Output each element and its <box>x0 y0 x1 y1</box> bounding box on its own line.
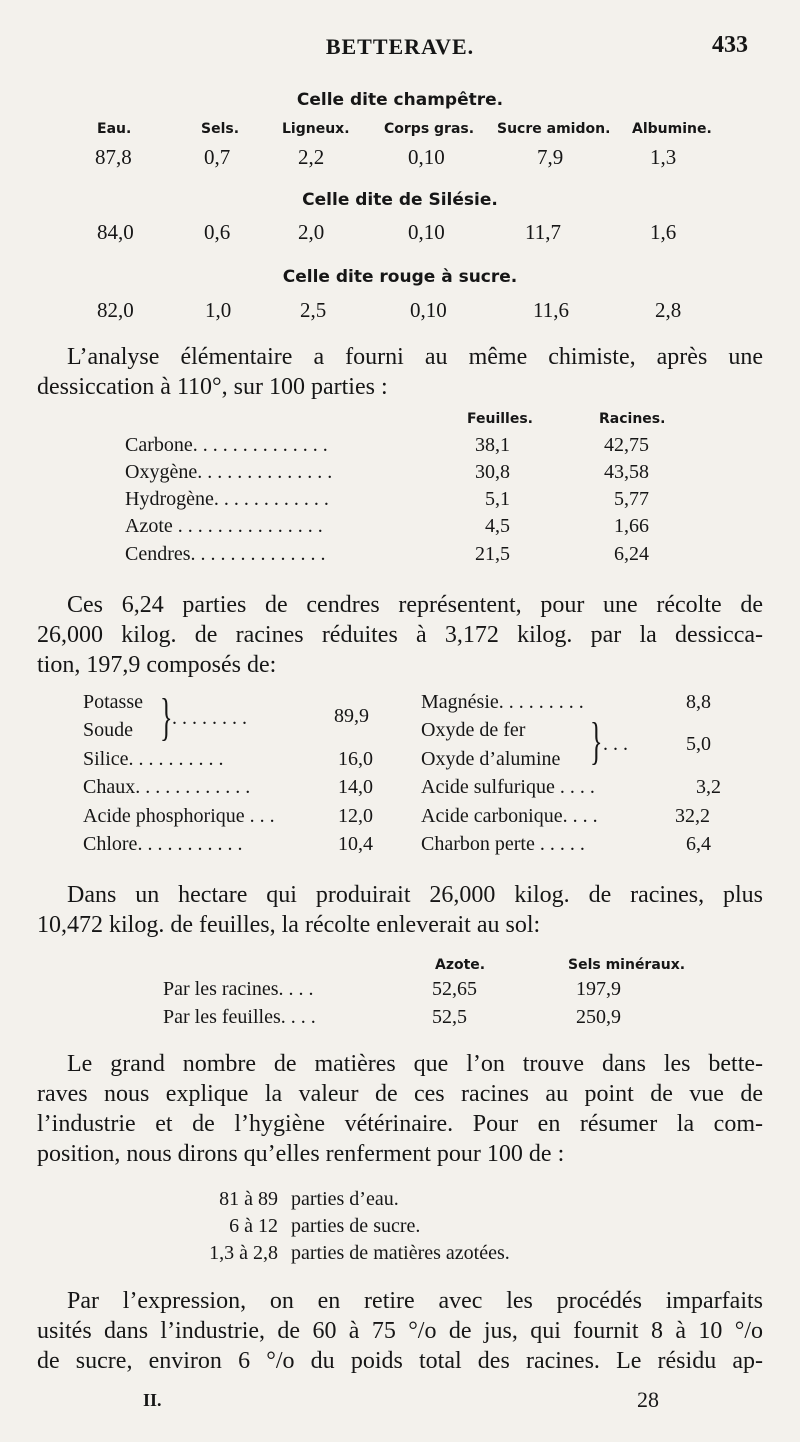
row-label: Acide phosphorique . . . <box>83 805 275 827</box>
list-item-range: 6 à 12 <box>229 1215 278 1237</box>
text-line: 10,472 kilog. de feuilles, la récolte enleverait au sol: <box>37 912 541 938</box>
column-header-racines: Racines. <box>599 411 666 427</box>
row-label: Chaux. . . . . . . . . . . . <box>83 776 251 798</box>
table-cell: 7,9 <box>537 145 564 169</box>
row-label: Potasse <box>83 691 143 713</box>
table-cell: 52,5 <box>432 1006 467 1028</box>
table-cell: 1,0 <box>205 298 232 322</box>
row-label: Par les racines. . . . <box>163 978 314 1000</box>
table-cell: 52,65 <box>432 978 477 1000</box>
table-cell: 250,9 <box>576 1006 621 1028</box>
row-label: Oxyde d’alumine <box>421 748 561 770</box>
table-cell: 4,5 <box>485 515 510 537</box>
row-label: Carbone. . . . . . . . . . . . . . <box>125 434 328 456</box>
list-item-range: 81 à 89 <box>219 1188 278 1210</box>
row-label: Par les feuilles. . . . <box>163 1006 316 1028</box>
text-line: Ces 6,24 parties de cendres représentent, pour une récolte de <box>67 592 763 618</box>
leader-dots: . . . . . . . . <box>172 707 247 729</box>
leader-dots: . . . <box>603 733 628 755</box>
row-label: Chlore. . . . . . . . . . . <box>83 833 243 855</box>
brace: } <box>160 689 173 746</box>
table-cell: 82,0 <box>97 298 134 322</box>
sheet-number: 28 <box>637 1387 659 1412</box>
list-item-text: parties d’eau. <box>291 1188 399 1210</box>
text-line: 26,000 kilog. de racines réduites à 3,172 kilog. par la dessicca- <box>37 622 763 648</box>
row-label: Oxyde de fer <box>421 719 526 741</box>
table-cell: 2,2 <box>298 145 325 169</box>
list-item-text: parties de matières azotées. <box>291 1242 510 1264</box>
row-label: Magnésie. . . . . . . . . <box>421 691 584 713</box>
row-label: Azote . . . . . . . . . . . . . . . <box>125 515 323 537</box>
section-title-rouge-a-sucre: Celle dite rouge à sucre. <box>282 267 518 287</box>
running-title: BETTERAVE. <box>325 34 475 59</box>
table-cell: 84,0 <box>97 220 134 244</box>
row-label: Charbon perte . . . . . <box>421 833 585 855</box>
table-cell: 0,7 <box>204 145 231 169</box>
page-number: 433 <box>712 32 748 58</box>
table-cell: 87,8 <box>95 145 132 169</box>
row-label: Cendres. . . . . . . . . . . . . . <box>125 543 326 565</box>
table-cell: 16,0 <box>338 748 373 770</box>
paragraph <box>37 1049 763 1169</box>
table-cell: 3,2 <box>696 776 721 798</box>
text-line: Par l’expression, on en retire avec les procédés imparfaits <box>67 1288 763 1314</box>
table-cell: 2,5 <box>300 298 327 322</box>
signature-mark: II. <box>143 1390 162 1410</box>
table-cell: 14,0 <box>338 776 373 798</box>
table-cell: 32,2 <box>675 805 710 827</box>
text-line: raves nous explique la valeur de ces racines au point de vue de <box>37 1081 763 1107</box>
row-label: Acide carbonique. . . . <box>421 805 598 827</box>
list-item-text: parties de sucre. <box>291 1215 421 1237</box>
column-header-albumine: Albumine. <box>632 121 712 137</box>
section-title-champetre: Celle dite champêtre. <box>296 90 504 110</box>
table-cell: 1,3 <box>650 145 677 169</box>
table-cell: 30,8 <box>475 461 510 483</box>
table-cell: 11,6 <box>533 298 569 322</box>
column-header-sucre-amidon: Sucre amidon. <box>497 121 611 137</box>
paragraph <box>37 880 763 940</box>
row-label: Soude <box>83 719 133 741</box>
column-header-sels-mineraux: Sels minéraux. <box>568 957 686 973</box>
table-cell: 21,5 <box>475 543 510 565</box>
table-cell: 1,6 <box>650 220 677 244</box>
text-line: position, nous dirons qu’elles renferment pour 100 de : <box>37 1141 565 1167</box>
table-cell: 11,7 <box>525 220 561 244</box>
table-cell: 8,8 <box>686 691 711 713</box>
brace: } <box>590 713 603 770</box>
table-cell: 10,4 <box>338 833 373 855</box>
row-label: Acide sulfurique . . . . <box>421 776 595 798</box>
table-cell: 6,24 <box>614 543 649 565</box>
paragraph <box>37 342 763 402</box>
row-label: Silice. . . . . . . . . . <box>83 748 224 770</box>
text-line: usités dans l’industrie, de 60 à 75 °/o de jus, qui fournit 8 à 10 °/o <box>37 1318 763 1344</box>
table-cell: 2,0 <box>298 220 325 244</box>
column-header-sels: Sels. <box>201 121 240 137</box>
table-cell: 2,8 <box>655 298 682 322</box>
text-line: Dans un hectare qui produirait 26,000 kilog. de racines, plus <box>67 882 763 908</box>
text-line: Le grand nombre de matières que l’on trouve dans les bette- <box>67 1051 763 1077</box>
list-item-range: 1,3 à 2,8 <box>209 1242 278 1264</box>
text-line: l’industrie et de l’hygiène vétérinaire. Pour en résumer la com- <box>37 1111 763 1137</box>
text-line: L’analyse élémentaire a fourni au même chimiste, après une <box>67 344 763 370</box>
text-line: dessiccation à 110°, sur 100 parties : <box>37 374 388 400</box>
row-label: Oxygène. . . . . . . . . . . . . . <box>125 461 333 483</box>
section-title-silesie: Celle dite de Silésie. <box>302 190 498 210</box>
table-cell: 0,10 <box>408 220 445 244</box>
table-cell: 43,58 <box>604 461 649 483</box>
table-cell: 197,9 <box>576 978 621 1000</box>
table-cell: 6,4 <box>686 833 711 855</box>
column-header-feuilles: Feuilles. <box>467 411 534 427</box>
row-label: Hydrogène. . . . . . . . . . . . <box>125 488 329 510</box>
table-cell: 0,10 <box>410 298 447 322</box>
table-cell: 12,0 <box>338 805 373 827</box>
table-cell: 5,77 <box>614 488 649 510</box>
text-line: tion, 197,9 composés de: <box>37 652 277 678</box>
table-cell: 42,75 <box>604 434 649 456</box>
table-cell: 1,66 <box>614 515 649 537</box>
table-cell: 0,6 <box>204 220 231 244</box>
text-line: de sucre, environ 6 °/o du poids total des racines. Le résidu ap- <box>37 1348 763 1374</box>
table-cell: 89,9 <box>334 705 369 727</box>
table-cell: 5,1 <box>485 488 510 510</box>
column-header-azote: Azote. <box>435 957 486 973</box>
column-header-eau: Eau. <box>97 121 132 137</box>
table-cell: 0,10 <box>408 145 445 169</box>
table-cell: 38,1 <box>475 434 510 456</box>
paragraph <box>37 1286 763 1376</box>
column-header-corps-gras: Corps gras. <box>384 121 475 137</box>
column-header-ligneux: Ligneux. <box>282 121 350 137</box>
table-cell: 5,0 <box>686 733 711 755</box>
paragraph <box>37 590 763 680</box>
